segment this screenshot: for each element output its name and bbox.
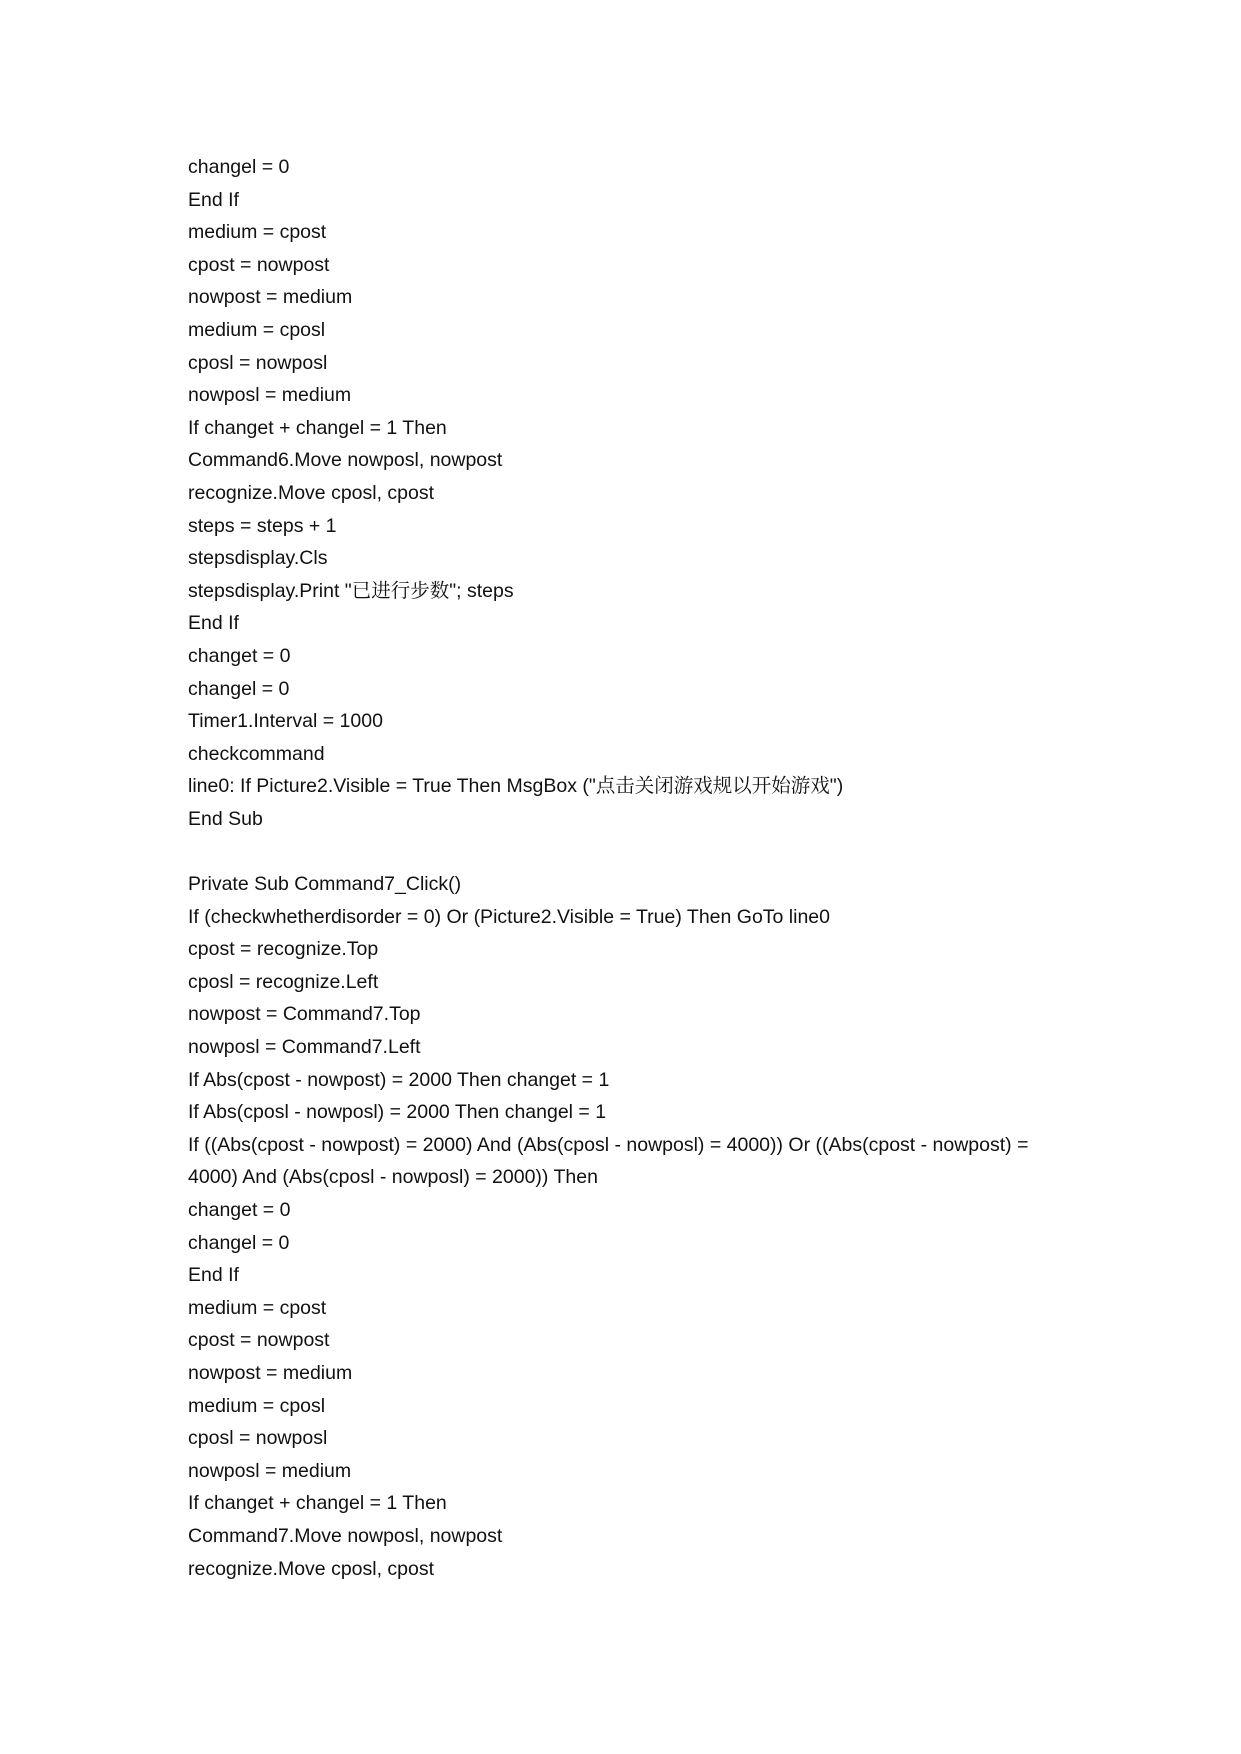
code-line: nowposl = Command7.Left <box>188 1036 421 1059</box>
code-line: cpost = nowpost <box>188 253 330 276</box>
code-line: Command7.Move nowposl, nowpost <box>188 1524 503 1547</box>
code-line: recognize.Move cposl, cpost <box>188 481 435 504</box>
code-line: medium = cposl <box>188 1394 326 1417</box>
code-line: cpost = nowpost <box>188 1329 330 1352</box>
code-line: End If <box>188 188 239 211</box>
code-line: checkcommand <box>188 742 325 765</box>
code-line: line0: If Picture2.Visible = True Then MsgBox ("点击关闭游戏规以开始游戏") <box>188 775 844 798</box>
code-line: End Sub <box>188 807 263 830</box>
code-line: If (checkwhetherdisorder = 0) Or (Picture2.Visible = True) Then GoTo line0 <box>188 905 830 928</box>
code-line: nowposl = medium <box>188 1459 352 1482</box>
code-line: cposl = nowposl <box>188 351 328 374</box>
code-line: If changet + changel = 1 Then <box>188 416 447 439</box>
code-line: medium = cpost <box>188 1296 327 1319</box>
code-line: If Abs(cposl - nowposl) = 2000 Then changel = 1 <box>188 1101 607 1124</box>
code-listing <box>188 151 1068 1585</box>
code-line: changet = 0 <box>188 644 291 667</box>
code-line: Command6.Move nowposl, nowpost <box>188 449 503 472</box>
code-line: recognize.Move cposl, cpost <box>188 1557 435 1580</box>
code-line: steps = steps + 1 <box>188 514 337 537</box>
code-line: If Abs(cpost - nowpost) = 2000 Then changet = 1 <box>188 1068 610 1091</box>
code-line: cpost = recognize.Top <box>188 938 379 961</box>
code-line: stepsdisplay.Print "已进行步数"; steps <box>188 579 514 602</box>
code-line: changet = 0 <box>188 1199 291 1221</box>
code-line: changel = 0 <box>188 1231 290 1254</box>
code-line: nowpost = Command7.Top <box>188 1003 421 1026</box>
code-line-wrapped: If ((Abs(cpost - nowpost) = 2000) And (Abs(cposl - nowposl) = 4000)) Or ((Abs(cpost - nowpost) = 4000) And (Abs(cposl - nowposl) = 2000)) Then <box>188 1133 1029 1189</box>
code-line: nowposl = medium <box>188 384 352 407</box>
code-line: End If <box>188 612 239 635</box>
code-line: changel = 0 <box>188 677 290 700</box>
code-line: nowpost = medium <box>188 286 353 309</box>
code-line: nowpost = medium <box>188 1361 353 1384</box>
code-line: End If <box>188 1264 239 1287</box>
code-line: cposl = recognize.Left <box>188 970 379 993</box>
code-line: medium = cposl <box>188 318 326 341</box>
code-line: If changet + changel = 1 Then <box>188 1492 447 1515</box>
code-line: stepsdisplay.Cls <box>188 547 328 570</box>
code-line: cposl = nowposl <box>188 1427 328 1450</box>
code-line: Private Sub Command7_Click() <box>188 873 462 896</box>
code-line: changel = 0 <box>188 156 290 178</box>
code-line: medium = cpost <box>188 221 327 244</box>
blank-line <box>188 835 1068 868</box>
code-line: Timer1.Interval = 1000 <box>188 710 383 733</box>
